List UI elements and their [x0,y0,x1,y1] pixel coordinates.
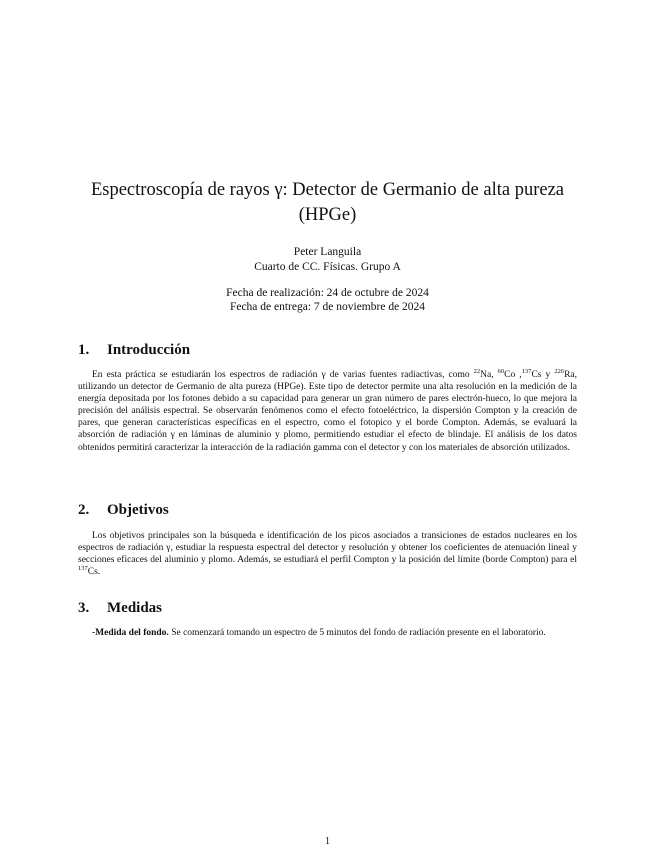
text-run: Cs. [87,567,101,578]
text-run: En esta práctica se estudiarán los espectros de radiación γ de varias fuentes radiactivas, como [92,370,474,380]
isotope-mass-number: 60 [497,368,505,375]
text-run: Cs y [531,370,555,380]
dates-block [0,286,655,314]
text-run: Co , [504,370,522,380]
document-title: Espectroscopía de rayos γ: Detector de Germanio de alta pureza (HPGe) [90,180,565,225]
section-number: 2. [78,502,90,518]
text-run: Na, [480,370,498,380]
isotope-mass-number: 22 [473,368,481,375]
paragraph-lead: -Medida del fondo. [92,628,169,638]
author-affiliation: Cuarto de CC. Físicas. Grupo A [254,261,401,273]
date-performed: Fecha de realización: 24 de octubre de 2024 [226,287,429,299]
section-number: 3. [78,600,90,616]
section-heading-introduccion [78,342,190,359]
isotope-mass-number: 226 [554,368,565,375]
section-title: Introducción [107,342,191,358]
author-name: Peter Languila [293,246,362,258]
page-number: 1 [325,836,330,847]
paragraph-medidas [78,627,577,639]
paragraph-introduccion [78,369,577,454]
text-run: Los objetivos principales son la búsqueda e identificación de los picos asociados a transiciones de estados nucleares en los espectros de radiación γ, estudiar la respuesta espectral del detector y resolución y obtener los coeficientes de atenuación lineal y secciones eficaces del aluminio y plomo. Además, se estudiará el perfil Compton y la posición del límite (borde Compton) para el [78,531,577,566]
isotope-mass-number: 137 [521,368,532,375]
author-block [0,245,655,275]
section-heading-objetivos [78,502,169,519]
text-run: Ra, utilizando un detector de Germanio de alta pureza (HPGe). Este tipo de detector permite una alta resolución en la medición de la energía depositada por los fotones debido a su capacidad para generar un gran número de pares electrón-hueco, lo que mejora la precisión del análisis espectral. Se observarán fenómenos como el efecto fotoeléctrico, la dispersión Compton y la creación de pares, que generan características específicas en el espectro, como el fotopico y el borde Compton. Además, se evaluará la absorción de radiación γ en láminas de aluminio y plomo, permitiendo estudiar el efecto de blindaje. El análisis de los datos obtenidos permitirá caracterizar la interacción de la radiación gamma con el detector y con los materiales de absorción utilizados. [78,370,577,453]
section-number: 1. [78,342,90,358]
section-heading-medidas [78,600,162,617]
text-run: Se comenzará tomando un espectro de 5 minutos del fondo de radiación presente en el laboratorio. [168,628,546,638]
isotope-mass-number: 137 [78,565,88,573]
paragraph-objetivos [78,530,577,578]
section-title: Objetivos [107,502,169,518]
date-delivered: Fecha de entrega: 7 de noviembre de 2024 [229,301,426,313]
section-title: Medidas [107,600,163,616]
